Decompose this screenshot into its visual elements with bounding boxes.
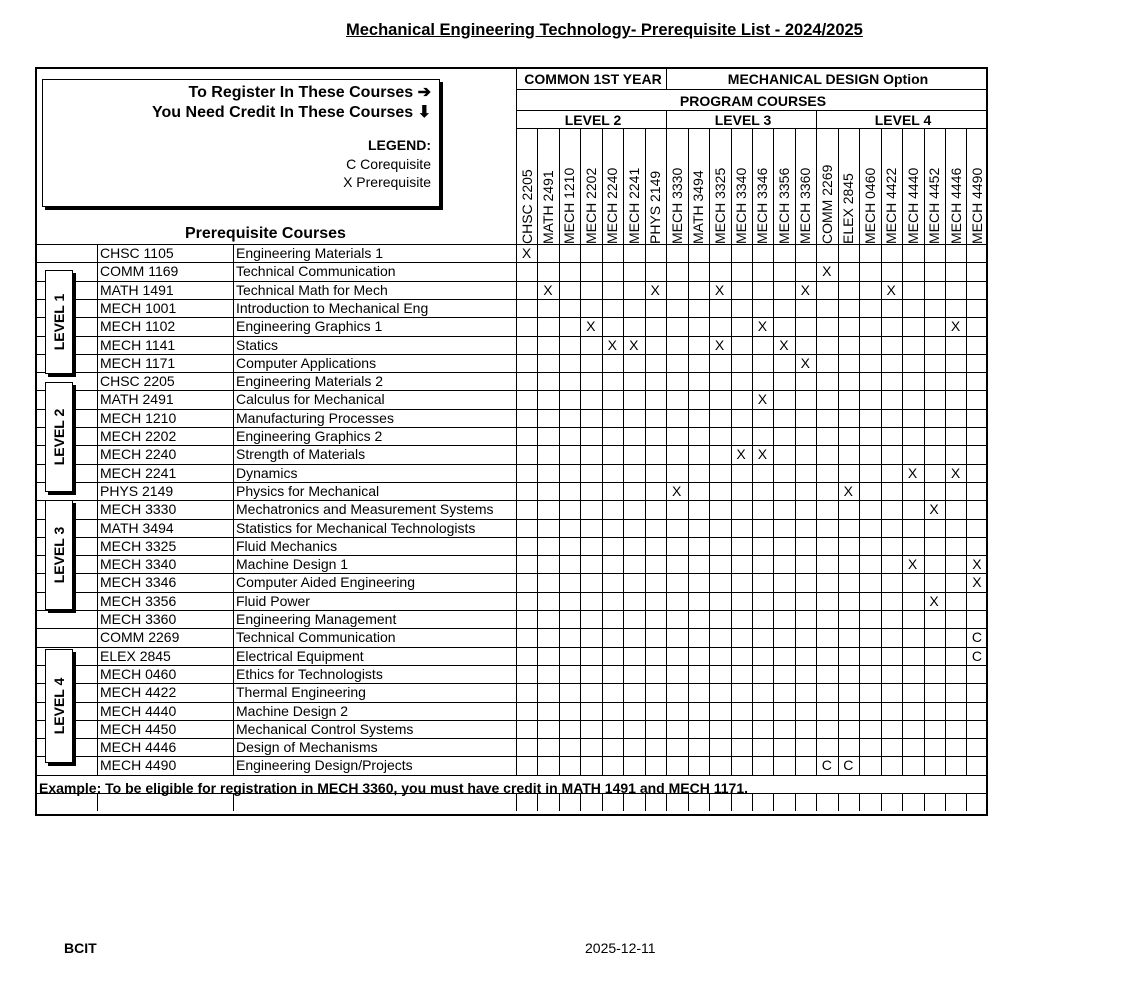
grid-line (602, 128, 603, 244)
table-row (37, 281, 986, 299)
grid-line (859, 128, 860, 244)
course-code: MECH 4450 (100, 720, 177, 737)
prerequisite-mark: X (950, 464, 961, 481)
prerequisite-mark: X (714, 281, 725, 298)
legend-corequisite: C Corequisite (346, 156, 431, 172)
table-row (37, 354, 986, 372)
table-row (37, 573, 986, 591)
course-name: Calculus for Mechanical (236, 391, 385, 408)
corequisite-mark: C (971, 629, 982, 646)
prerequisite-mark: X (822, 263, 832, 280)
grid-line (945, 128, 946, 244)
table-row (37, 519, 986, 537)
course-name: Machine Design 1 (236, 556, 349, 573)
table-row (37, 244, 986, 262)
course-code: MECH 1141 (100, 336, 176, 353)
prerequisite-mark: X (886, 281, 896, 298)
table-row (37, 317, 986, 335)
column-header (816, 129, 837, 246)
grid-line (773, 793, 774, 811)
grid-line (516, 110, 986, 111)
prerequisite-mark: X (929, 592, 939, 609)
legend-label: LEGEND: (368, 137, 431, 153)
column-header (881, 129, 902, 246)
table-row (37, 500, 986, 518)
course-name: Engineering Graphics 2 (236, 428, 383, 444)
column-header (859, 129, 880, 246)
prerequisite-mark: X (714, 336, 725, 353)
column-header-label: COMM 2269 (818, 164, 835, 244)
column-header (516, 129, 537, 246)
course-name: Technical Communication (236, 263, 396, 280)
program-courses-header: PROGRAM COURSES (679, 93, 827, 109)
column-header (688, 129, 709, 246)
prerequisite-mark: X (950, 318, 961, 335)
prerequisite-mark: X (629, 336, 639, 353)
mechanical-design-option-header: MECHANICAL DESIGN Option (727, 71, 929, 87)
course-name: Mechanical Control Systems (236, 720, 414, 737)
grid-line (731, 128, 732, 244)
grid-line (945, 793, 946, 811)
page-title: Mechanical Engineering Technology- Prerequisite List - 2024/2025 (346, 21, 863, 39)
prerequisite-mark: X (757, 446, 768, 463)
prerequisite-mark: X (586, 318, 596, 335)
course-name: Engineering Design/Projects (236, 757, 413, 774)
footer-org: BCIT (64, 940, 97, 956)
level-2-header: LEVEL 2 (564, 112, 622, 128)
corequisite-mark: C (971, 647, 982, 664)
course-name: Design of Mechanisms (236, 739, 378, 756)
course-name: Thermal Engineering (236, 684, 366, 701)
course-code: COMM 1169 (100, 263, 179, 280)
prerequisite-mark: X (843, 482, 853, 499)
prerequisite-mark: X (650, 281, 660, 298)
course-name: Mechatronics and Measurement Systems (236, 501, 494, 518)
table-row (37, 756, 986, 774)
table-row (37, 464, 986, 482)
column-header-label: MECH 3325 (711, 167, 728, 244)
column-header-label: MECH 2240 (604, 167, 621, 244)
column-header (623, 129, 644, 246)
course-code: CHSC 1105 (100, 245, 174, 261)
level-4-header: LEVEL 4 (874, 112, 932, 128)
course-code: PHYS 2149 (100, 482, 174, 499)
column-header-label: MECH 4440 (904, 167, 921, 244)
grid-line (666, 110, 667, 128)
column-header (559, 129, 580, 246)
column-header (709, 129, 730, 246)
column-header (945, 129, 966, 246)
course-code: MECH 2202 (100, 428, 177, 444)
grid-line (816, 793, 817, 811)
course-name: Fluid Power (236, 592, 310, 609)
course-code: MECH 0460 (100, 665, 177, 682)
column-header (902, 129, 923, 246)
grid-line (966, 793, 967, 811)
table-row (37, 720, 986, 738)
column-header-label: MECH 2202 (582, 167, 599, 244)
grid-line (752, 128, 753, 244)
table-row (37, 555, 986, 573)
prerequisite-mark: X (972, 574, 982, 591)
course-code: MECH 4422 (100, 684, 177, 701)
grid-line (795, 128, 796, 244)
example-note: Example: To be eligible for registration in MECH 3360, you must have credit in MATH 1491 and MECH 1171. (39, 780, 748, 796)
course-name: Statistics for Mechanical Technologists (236, 519, 476, 536)
level-3-label: LEVEL 3 (51, 526, 67, 584)
table-row (37, 390, 986, 408)
prerequisite-table (35, 67, 988, 816)
table-row (37, 628, 986, 646)
grid-line (752, 793, 753, 811)
course-code: MECH 1001 (100, 299, 177, 316)
grid-line (580, 128, 581, 244)
column-header (537, 129, 558, 246)
prerequisite-mark: X (929, 501, 939, 518)
column-header-label: PHYS 2149 (647, 170, 664, 244)
level-4-box (45, 649, 73, 763)
column-header-label: ELEX 2845 (840, 173, 857, 244)
column-header (773, 129, 794, 246)
grid-line (795, 793, 796, 811)
level-1-label: LEVEL 1 (51, 293, 67, 351)
table-row (37, 482, 986, 500)
table-row (37, 372, 986, 390)
course-name: Strength of Materials (236, 446, 366, 463)
column-header-label: MECH 3330 (668, 167, 685, 244)
column-header (966, 129, 987, 246)
course-name: Electrical Equipment (236, 647, 364, 664)
prerequisite-mark: X (800, 281, 811, 298)
table-row (37, 262, 986, 280)
course-name: Engineering Management (236, 611, 397, 627)
grid-line (902, 793, 903, 811)
column-header (666, 129, 687, 246)
register-instruction: To Register In These Courses ➔ (188, 84, 431, 101)
course-name: Ethics for Technologists (236, 665, 383, 682)
column-header (838, 129, 859, 246)
prerequisite-mark: X (800, 354, 811, 371)
course-code: MECH 1210 (100, 409, 177, 426)
course-name: Physics for Mechanical (236, 482, 380, 499)
corequisite-mark: C (821, 757, 832, 774)
table-row (37, 683, 986, 701)
column-header (752, 129, 773, 246)
footer-date: 2025-12-11 (585, 940, 656, 956)
column-header (645, 129, 666, 246)
course-code: CHSC 2205 (100, 373, 175, 390)
column-header-label: MATH 2491 (539, 170, 556, 244)
prerequisite-mark: X (736, 446, 746, 463)
grid-line (666, 69, 667, 89)
table-row (37, 336, 986, 354)
course-name: Engineering Materials 1 (236, 245, 384, 261)
grid-line (816, 110, 817, 128)
grid-line (688, 128, 689, 244)
course-code: COMM 2269 (100, 629, 180, 646)
course-code: MATH 3494 (100, 519, 174, 536)
prerequisite-mark: X (972, 556, 982, 573)
table-row (37, 445, 986, 463)
column-header-label: MECH 4422 (883, 167, 900, 244)
column-header-label: MECH 3340 (733, 167, 749, 244)
level-2-label: LEVEL 2 (51, 408, 67, 466)
course-code: MECH 3330 (100, 501, 177, 518)
grid-line (709, 128, 710, 244)
corequisite-mark: C (843, 757, 854, 774)
column-header-label: MECH 3346 (754, 167, 771, 244)
course-name: Manufacturing Processes (236, 409, 394, 426)
column-header-label: MECH 3356 (775, 167, 792, 244)
prerequisite-mark: X (543, 281, 553, 298)
course-code: MECH 3340 (100, 556, 177, 573)
course-code: MECH 2241 (100, 464, 177, 481)
grid-line (881, 128, 882, 244)
table-row (37, 592, 986, 610)
table-row (37, 409, 986, 427)
course-name: Introduction to Mechanical Eng (236, 299, 429, 316)
grid-line (859, 793, 860, 811)
course-code: MECH 3325 (100, 537, 177, 554)
course-name: Technical Math for Mech (236, 281, 388, 298)
grid-line (37, 775, 986, 776)
column-header-label: MECH 1210 (561, 167, 578, 244)
course-code: MECH 2240 (100, 446, 177, 463)
column-header-label: MECH 2241 (625, 167, 642, 244)
table-row (37, 738, 986, 756)
column-header-label: MECH 4490 (968, 167, 985, 244)
course-name: Computer Aided Engineering (236, 574, 416, 591)
level-4-label: LEVEL 4 (51, 677, 67, 735)
prerequisite-courses-heading: Prerequisite Courses (185, 225, 346, 242)
grid-line (537, 128, 538, 244)
legend-prerequisite: X Prerequisite (343, 174, 431, 190)
table-row (37, 702, 986, 720)
level-3-box (45, 500, 73, 610)
grid-line (966, 128, 967, 244)
grid-line (666, 128, 667, 244)
column-header-label: MECH 4452 (926, 167, 943, 244)
column-header-label: CHSC 2205 (518, 169, 535, 244)
level-1-box (45, 270, 73, 374)
grid-line (516, 69, 517, 244)
prerequisite-mark: X (671, 482, 682, 499)
grid-line (645, 128, 646, 244)
table-row (37, 537, 986, 555)
credit-instruction: You Need Credit In These Courses ⬇ (152, 104, 431, 121)
column-header (795, 129, 816, 246)
course-code: ELEX 2845 (100, 647, 171, 664)
column-header (731, 129, 752, 246)
grid-line (924, 793, 925, 811)
grid-line (773, 128, 774, 244)
prerequisite-mark: X (607, 336, 617, 353)
table-row (37, 665, 986, 683)
grid-line (623, 128, 624, 244)
legend-box (42, 79, 440, 207)
level-2-box (45, 382, 73, 492)
column-header-label: MECH 4446 (947, 167, 964, 244)
column-header-label: MATH 3494 (690, 170, 707, 244)
prerequisite-mark: X (907, 556, 918, 573)
prerequisite-mark: X (907, 464, 918, 481)
course-code: MECH 1102 (100, 318, 176, 335)
grid-line (902, 128, 903, 244)
table-row (37, 427, 986, 445)
course-code: MECH 1171 (100, 354, 176, 371)
grid-line (838, 793, 839, 811)
column-header (580, 129, 601, 246)
prerequisite-mark: X (757, 318, 768, 335)
column-header (924, 129, 945, 246)
course-name: Fluid Mechanics (236, 537, 338, 554)
course-code: MECH 4440 (100, 702, 177, 719)
grid-line (816, 128, 817, 244)
course-code: MECH 3346 (100, 574, 177, 591)
course-code: MECH 4490 (100, 757, 177, 774)
common-first-year-header: COMMON 1ST YEAR (524, 71, 662, 87)
course-name: Machine Design 2 (236, 702, 349, 719)
course-name: Dynamics (236, 464, 298, 481)
table-row (37, 610, 986, 628)
course-name: Engineering Materials 2 (236, 373, 384, 390)
grid-line (838, 128, 839, 244)
course-code: MECH 4446 (100, 739, 177, 756)
grid-line (881, 793, 882, 811)
prerequisite-mark: X (521, 245, 532, 261)
grid-line (516, 89, 986, 90)
course-code: MATH 1491 (100, 281, 174, 298)
course-name: Technical Communication (236, 629, 396, 646)
grid-line (924, 128, 925, 244)
table-row (37, 299, 986, 317)
course-name: Computer Applications (236, 354, 377, 371)
prerequisite-mark: X (757, 391, 768, 408)
column-header-label: MECH 0460 (861, 167, 878, 244)
course-code: MECH 3360 (100, 611, 177, 627)
course-code: MECH 3356 (100, 592, 177, 609)
grid-line (559, 128, 560, 244)
course-name: Engineering Graphics 1 (236, 318, 383, 335)
course-code: MATH 2491 (100, 391, 174, 408)
course-name: Statics (236, 336, 279, 353)
column-header-label: MECH 3360 (797, 167, 814, 244)
level-3-header: LEVEL 3 (714, 112, 772, 128)
column-header (602, 129, 623, 246)
table-row (37, 647, 986, 665)
prerequisite-mark: X (779, 336, 789, 353)
